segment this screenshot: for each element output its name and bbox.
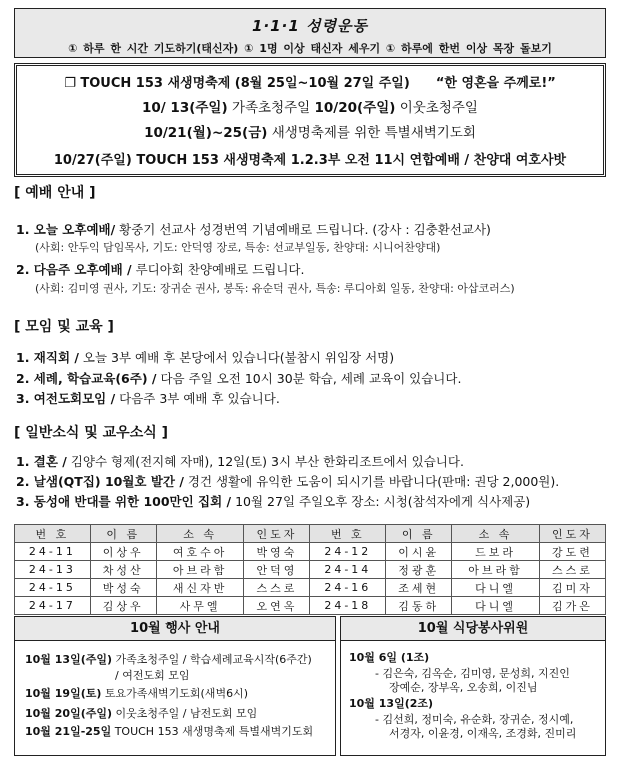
events-title: 10월 행사 안내	[15, 617, 335, 641]
meeting-item-3	[16, 389, 280, 407]
worship-item-1	[16, 220, 491, 238]
meeting-item-1-label: 1. 재직회 /	[16, 350, 79, 365]
meeting-item-1-text: 오늘 3부 예배 후 본당에서 있습니다(불참시 위임장 서명)	[78, 350, 395, 365]
table-header-row	[15, 525, 606, 543]
news-item-2-text: 경건 생활에 유익한 도움이 되시기를 바랍니다(판매: 권당 2,000원).	[183, 474, 560, 489]
col-header-guide: 인도자	[244, 525, 310, 543]
table-cell: 드보라	[452, 543, 540, 561]
touch-quote: “한 영혼을 주께로!”	[435, 76, 556, 91]
table-cell: 24-14	[310, 561, 386, 579]
meal-date-1	[349, 649, 429, 665]
table-cell: 김가은	[539, 597, 605, 615]
event-item-2-date: 10월 19일(토)	[25, 687, 102, 700]
touch-date-1013: 10/ 13(주일)	[142, 100, 228, 116]
news-item-1	[16, 452, 464, 470]
news-item-3-label: 3. 동성애 반대를 위한 100만인 집회 /	[16, 494, 232, 509]
table-cell: 24-17	[15, 597, 91, 615]
touch-line-3	[17, 121, 603, 141]
news-item-1-text: 김양수 형제(전지혜 자매), 12일(토) 3시 부산 한화리조트에서 있습니다.	[66, 454, 464, 469]
meeting-item-3-text: 다음주 3부 예배 후 있습니다.	[115, 391, 280, 406]
table-row	[15, 561, 606, 579]
table-cell: 오연옥	[244, 597, 310, 615]
event-item-2-text: 토요가족새벽기도회(새벽6시)	[101, 687, 248, 700]
table-cell: 스스로	[539, 561, 605, 579]
touch-line-2	[17, 96, 603, 116]
table-cell: 스스로	[244, 579, 310, 597]
event-item-1-date: 10월 13일(주일)	[25, 653, 113, 666]
event-item-3-text: 이웃초청주일 / 남전도회 모임	[112, 707, 258, 720]
table-cell: 김동하	[386, 597, 452, 615]
touch-line-4: 10/27(주일) TOUCH 153 새생명축제 1.2.3부 오전 11시 연합예배 / 찬양대 여호사밧	[53, 153, 567, 168]
table-cell: 박영숙	[244, 543, 310, 561]
table-cell: 다니엘	[452, 579, 540, 597]
touch-date-1021: 10/21(월)~25(금)	[144, 125, 268, 141]
meal-team-1-line-2: 장예순, 장부옥, 오송희, 이진님	[389, 681, 538, 694]
meal-date-2-label: 10월 13일(2조)	[349, 697, 434, 710]
table-cell: 24-13	[15, 561, 91, 579]
table-cell: 강도련	[539, 543, 605, 561]
meal-team-2-line-2: 서경자, 이윤경, 이재옥, 조경화, 진미리	[389, 727, 577, 740]
meals-box	[340, 616, 606, 756]
new-member-table	[14, 524, 606, 615]
col-header-number: 번 호	[15, 525, 91, 543]
table-cell: 아브라함	[452, 561, 540, 579]
news-item-2-label: 2. 날샘(QT집) 10월호 발간 /	[16, 474, 184, 489]
meals-title: 10월 식당봉사위원	[341, 617, 605, 641]
table-cell: 박성숙	[90, 579, 156, 597]
table-cell: 안덕영	[244, 561, 310, 579]
table-cell: 여호수아	[156, 543, 244, 561]
table-cell: 24-18	[310, 597, 386, 615]
worship-item-2-label: 2. 다음주 오후예배 /	[16, 262, 132, 277]
table-cell: 24-15	[15, 579, 91, 597]
table-cell: 조세현	[386, 579, 452, 597]
table-cell: 김상우	[90, 597, 156, 615]
table-cell: 사무엘	[156, 597, 244, 615]
header-box	[14, 8, 606, 58]
col-header-group: 소 속	[156, 525, 244, 543]
col-header-group: 소 속	[452, 525, 540, 543]
worship-item-1-detail: (사회: 안두익 담임목사, 기도: 안덕영 장로, 특송: 선교부일동, 찬양대: 시니어찬양대)	[35, 241, 441, 254]
meal-date-2	[349, 695, 433, 711]
event-item-1-text: 가족초청주일 / 학습세례교육시작(6주간)	[112, 653, 312, 666]
table-cell: 24-12	[310, 543, 386, 561]
table-cell: 24-11	[15, 543, 91, 561]
event-item-3	[25, 705, 257, 721]
meeting-item-2-label: 2. 세례, 학습교육(6주) /	[16, 371, 157, 386]
news-section-title: [ 일반소식 및 교우소식 ]	[14, 425, 169, 441]
table-cell: 아브라함	[156, 561, 244, 579]
page-title: 1·1·1 성령운동	[252, 17, 368, 35]
meeting-item-1	[16, 348, 394, 366]
table-cell: 다니엘	[452, 597, 540, 615]
event-item-4	[25, 723, 313, 739]
col-header-guide: 인도자	[539, 525, 605, 543]
worship-item-1-text: 황중기 선교사 성경번역 기념예배로 드립니다. (강사 : 김충환선교사)	[115, 222, 491, 237]
touch-text-dawn: 새생명축제를 위한 특별새벽기도회	[267, 125, 476, 141]
news-item-1-label: 1. 결혼 /	[16, 454, 67, 469]
meal-date-1-label: 10월 6일 (1조)	[349, 651, 430, 664]
table-cell: 이상우	[90, 543, 156, 561]
touch-festival-box	[14, 63, 606, 177]
table-row	[15, 597, 606, 615]
touch-date-1020: 10/20(주일)	[314, 100, 396, 116]
col-header-name: 이 름	[386, 525, 452, 543]
worship-item-2-detail: (사회: 김미영 권사, 기도: 장귀순 권사, 봉독: 유순덕 권사, 특송: 루디아회 일동, 찬양대: 아삽코러스)	[35, 282, 515, 295]
table-cell: 정광훈	[386, 561, 452, 579]
touch-text-neighbor: 이웃초청주일	[395, 100, 478, 116]
meeting-item-2-text: 다음 주일 오전 10시 30분 학습, 세례 교육이 있습니다.	[156, 371, 462, 386]
worship-item-2-text: 루디아회 찬양예배로 드립니다.	[131, 262, 305, 277]
news-item-2	[16, 472, 559, 490]
table-cell: 24-16	[310, 579, 386, 597]
meeting-item-2	[16, 369, 461, 387]
touch-title-line	[17, 72, 603, 91]
event-item-4-text: TOUCH 153 새생명축제 특별새벽기도회	[111, 725, 314, 738]
meeting-item-3-label: 3. 여전도회모임 /	[16, 391, 116, 406]
table-row	[15, 543, 606, 561]
table-cell: 새신자반	[156, 579, 244, 597]
event-item-2	[25, 685, 248, 701]
events-box	[14, 616, 336, 756]
table-row	[15, 579, 606, 597]
table-cell: 차성산	[90, 561, 156, 579]
worship-item-1-label: 1. 오늘 오후예배/	[16, 222, 116, 237]
page-subtitle: ① 하루 한 시간 기도하기(태신자) ① 1명 이상 태신자 세우기 ① 하루에 한번 이상 목장 돌보기	[68, 42, 552, 55]
touch-text-family: 가족초청주일	[227, 100, 315, 116]
col-header-name: 이 름	[90, 525, 156, 543]
news-item-3	[16, 492, 530, 510]
meal-team-2-line-1: - 김선희, 정미숙, 유순화, 장귀순, 정시예,	[375, 713, 574, 726]
event-item-4-date: 10월 21일-25일	[25, 725, 112, 738]
event-item-3-date: 10월 20일(주일)	[25, 707, 113, 720]
event-item-1	[25, 651, 312, 667]
worship-item-2	[16, 260, 304, 278]
news-item-3-text: 10월 27일 주일오후 장소: 시청(참석자에게 식사제공)	[231, 494, 531, 509]
event-item-1-cont: / 여전도회 모임	[115, 669, 190, 682]
table-cell: 이시윤	[386, 543, 452, 561]
meeting-section-title: [ 모임 및 교육 ]	[14, 319, 114, 335]
table-cell: 김미자	[539, 579, 605, 597]
touch-title: ❐ TOUCH 153 새생명축제 (8월 25일~10월 27일 주일)	[64, 76, 410, 91]
worship-section-title: [ 예배 안내 ]	[14, 185, 96, 201]
meal-team-1-line-1: - 김은숙, 김옥순, 김미영, 문성희, 지진인	[375, 667, 570, 680]
col-header-number: 번 호	[310, 525, 386, 543]
